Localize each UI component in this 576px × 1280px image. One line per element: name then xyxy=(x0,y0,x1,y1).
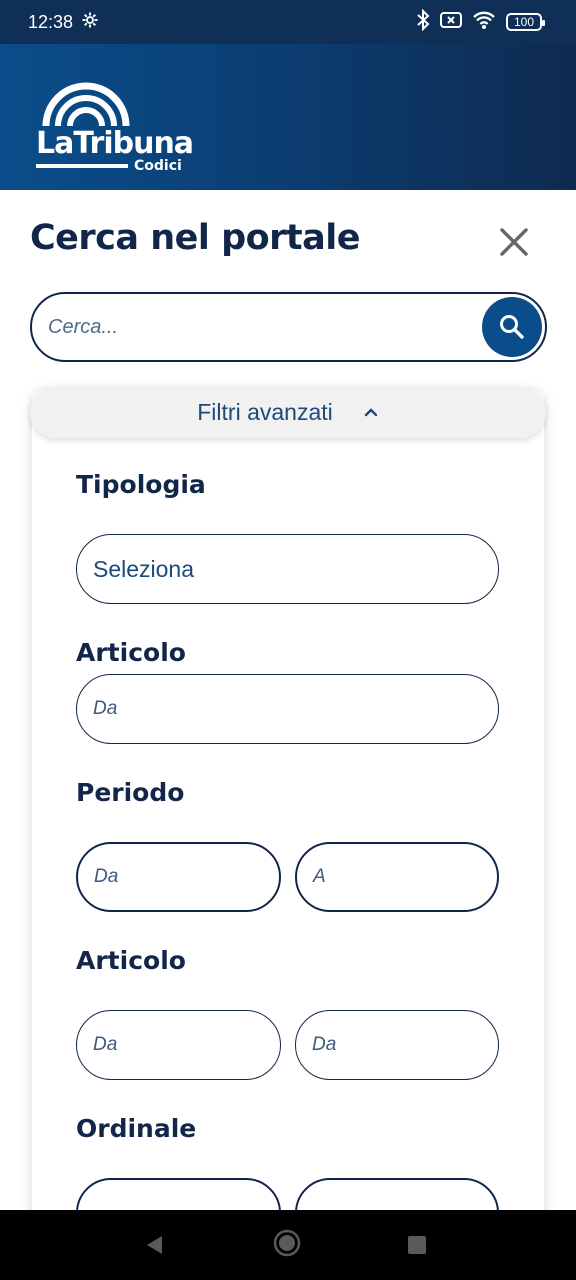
advanced-filters-label: Filtri avanzati xyxy=(197,398,333,425)
articolo-from-placeholder: Da xyxy=(93,698,118,719)
periodo-label: Periodo xyxy=(76,778,185,807)
app-header xyxy=(0,44,576,190)
status-left xyxy=(28,11,99,34)
articolo-range-from-field[interactable] xyxy=(76,1010,281,1080)
home-icon[interactable] xyxy=(273,1229,301,1257)
wifi-icon xyxy=(472,10,496,35)
logo-text: LaTribuna xyxy=(36,126,194,161)
advanced-filters-panel xyxy=(32,390,544,1230)
latribuna-logo[interactable] xyxy=(36,82,196,176)
logo-underline xyxy=(36,164,128,168)
articolo-label: Articolo xyxy=(76,638,186,667)
system-nav-bar xyxy=(0,1210,576,1280)
signal-arcs-icon xyxy=(40,82,132,128)
periodo-from-field[interactable] xyxy=(76,842,281,912)
articolo-range-to-placeholder: Da xyxy=(312,1034,337,1055)
logo-subtitle: Codici xyxy=(134,158,182,174)
advanced-filters-toggle[interactable] xyxy=(30,386,546,438)
search-icon xyxy=(499,314,525,340)
search-bar xyxy=(30,292,547,362)
ordinale-label: Ordinale xyxy=(76,1114,197,1143)
articolo-range-from-placeholder: Da xyxy=(93,1034,118,1055)
articolo-from-field[interactable] xyxy=(76,674,499,744)
tipologia-value: Seleziona xyxy=(93,555,195,582)
battery-level: 100 xyxy=(513,15,535,29)
status-time: 12:38 xyxy=(28,11,74,32)
periodo-to-placeholder: A xyxy=(313,866,326,887)
articolo-range-to-field[interactable] xyxy=(295,1010,499,1080)
page-title: Cerca nel portale xyxy=(30,218,361,258)
status-bar xyxy=(0,0,576,44)
recent-apps-icon[interactable] xyxy=(408,1236,426,1254)
sim-off-icon xyxy=(440,11,462,34)
status-right xyxy=(416,9,542,36)
tipologia-select[interactable] xyxy=(76,534,499,604)
close-button[interactable] xyxy=(494,222,534,262)
tipologia-label: Tipologia xyxy=(76,470,206,499)
periodo-to-field[interactable] xyxy=(295,842,499,912)
battery-icon xyxy=(506,13,542,31)
gear-icon xyxy=(81,11,99,34)
periodo-from-placeholder: Da xyxy=(94,866,119,887)
search-input[interactable] xyxy=(48,308,468,346)
close-icon xyxy=(494,222,534,262)
articolo-range-label: Articolo xyxy=(76,946,186,975)
bluetooth-icon xyxy=(416,9,430,36)
search-button[interactable] xyxy=(482,297,542,357)
chevron-up-icon xyxy=(363,406,379,418)
back-icon[interactable] xyxy=(144,1234,164,1256)
